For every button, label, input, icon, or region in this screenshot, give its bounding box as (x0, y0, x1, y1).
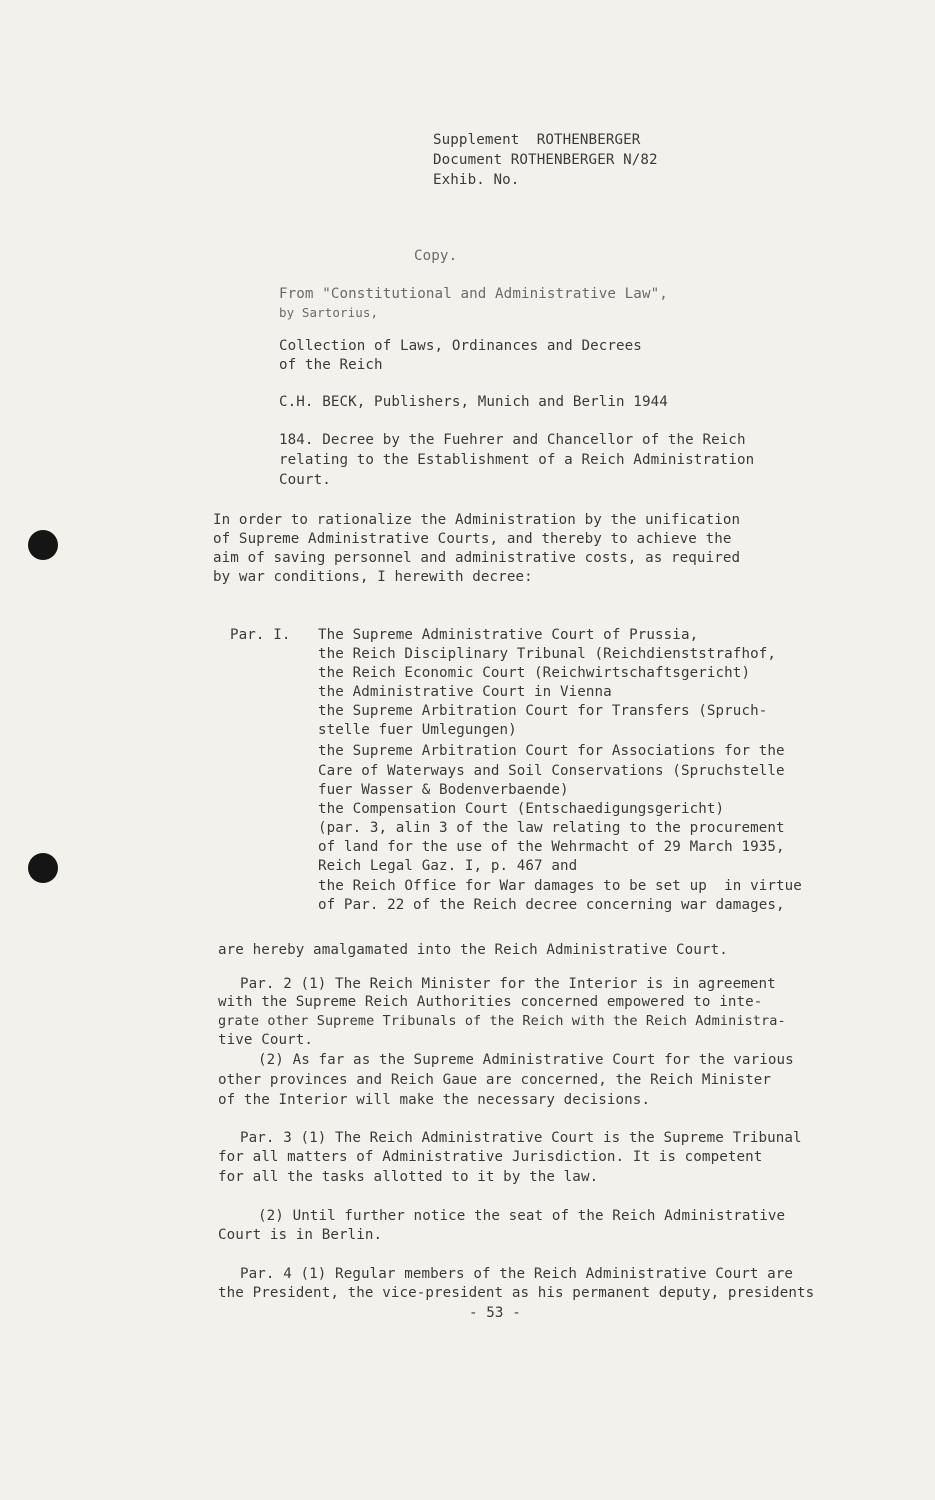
source-line: by Sartorius, (279, 305, 379, 320)
paragraph-1-line: stelle fuer Umlegungen) (318, 722, 517, 738)
paragraph-1-line: fuer Wasser & Bodenverbaende) (318, 782, 569, 798)
paragraph-3-line: Par. 3 (1) The Reich Administrative Court is the Supreme Tribunal (240, 1130, 802, 1146)
decree-title-line: Court. (279, 472, 331, 488)
paragraph-3-sub-line: Court is in Berlin. (218, 1227, 383, 1243)
paragraph-1-line: the Reich Economic Court (Reichwirtschaftsgericht) (318, 665, 751, 681)
paragraph-2-line: tive Court. (218, 1032, 314, 1048)
paragraph-1-line: the Administrative Court in Vienna (318, 684, 612, 700)
intro-line: of Supreme Administrative Courts, and thereby to achieve the (213, 531, 732, 547)
paragraph-2-sub-line: (2) As far as the Supreme Administrative Court for the various (258, 1052, 794, 1068)
paragraph-2-sub-line: other provinces and Reich Gaue are concerned, the Reich Minister (218, 1072, 772, 1088)
paragraph-1-closing: are hereby amalgamated into the Reich Administrative Court. (218, 942, 728, 958)
publisher-line: C.H. BECK, Publishers, Munich and Berlin 1944 (279, 394, 668, 410)
paragraph-2-sub-line: of the Interior will make the necessary decisions. (218, 1092, 651, 1108)
paragraph-1-line: the Reich Office for War damages to be set up in virtue (318, 878, 802, 894)
source-line: From "Constitutional and Administrative Law", (279, 286, 668, 302)
punch-hole-top (28, 530, 58, 560)
paragraph-2-line: grate other Supreme Tribunals of the Reich with the Reich Administra- (218, 1013, 786, 1029)
paragraph-1-line: the Supreme Arbitration Court for Transfers (Spruch- (318, 703, 768, 719)
paragraph-1-line: Care of Waterways and Soil Conservations (Spruchstelle (318, 763, 785, 779)
paragraph-2-line: with the Supreme Reich Authorities concerned empowered to inte- (218, 994, 763, 1010)
paragraph-1-label: Par. I. (230, 627, 291, 643)
paragraph-4-line: the President, the vice-president as his permanent deputy, presidents (218, 1285, 815, 1301)
paragraph-1-line: the Compensation Court (Entschaedigungsgericht) (318, 801, 725, 817)
paragraph-1-line: Reich Legal Gaz. I, p. 467 and (318, 858, 578, 874)
paragraph-4-line: Par. 4 (1) Regular members of the Reich Administrative Court are (240, 1266, 794, 1282)
header-line: Supplement ROTHENBERGER (433, 132, 641, 148)
intro-line: In order to rationalize the Administration by the unification (213, 512, 741, 528)
paragraph-1-line: of Par. 22 of the Reich decree concerning war damages, (318, 897, 785, 913)
punch-hole-bottom (28, 853, 58, 883)
header-line: Document ROTHENBERGER N/82 (433, 152, 658, 168)
paragraph-3-line: for all the tasks allotted to it by the law. (218, 1169, 599, 1185)
paragraph-1-line: (par. 3, alin 3 of the law relating to the procurement (318, 820, 785, 836)
paragraph-3-line: for all matters of Administrative Jurisdiction. It is competent (218, 1149, 763, 1165)
collection-line: Collection of Laws, Ordinances and Decrees (279, 338, 642, 354)
decree-title-line: 184. Decree by the Fuehrer and Chancellor of the Reich (279, 432, 746, 448)
collection-line: of the Reich (279, 357, 383, 373)
paragraph-2-line: Par. 2 (1) The Reich Minister for the Interior is in agreement (240, 976, 776, 992)
paragraph-3-sub-line: (2) Until further notice the seat of the Reich Administrative (258, 1208, 786, 1224)
paragraph-1-line: the Reich Disciplinary Tribunal (Reichdienststrafhof, (318, 646, 777, 662)
paragraph-1-line: the Supreme Arbitration Court for Associations for the (318, 743, 785, 759)
decree-title-line: relating to the Establishment of a Reich Administration (279, 452, 755, 468)
paragraph-1-line: of land for the use of the Wehrmacht of 29 March 1935, (318, 839, 785, 855)
page-number: - 53 - (469, 1305, 521, 1321)
copy-label: Copy. (414, 248, 458, 264)
paragraph-1-line: The Supreme Administrative Court of Prussia, (318, 627, 699, 643)
intro-line: by war conditions, I herewith decree: (213, 569, 533, 585)
intro-line: aim of saving personnel and administrative costs, as required (213, 550, 741, 566)
header-line: Exhib. No. (433, 172, 520, 188)
